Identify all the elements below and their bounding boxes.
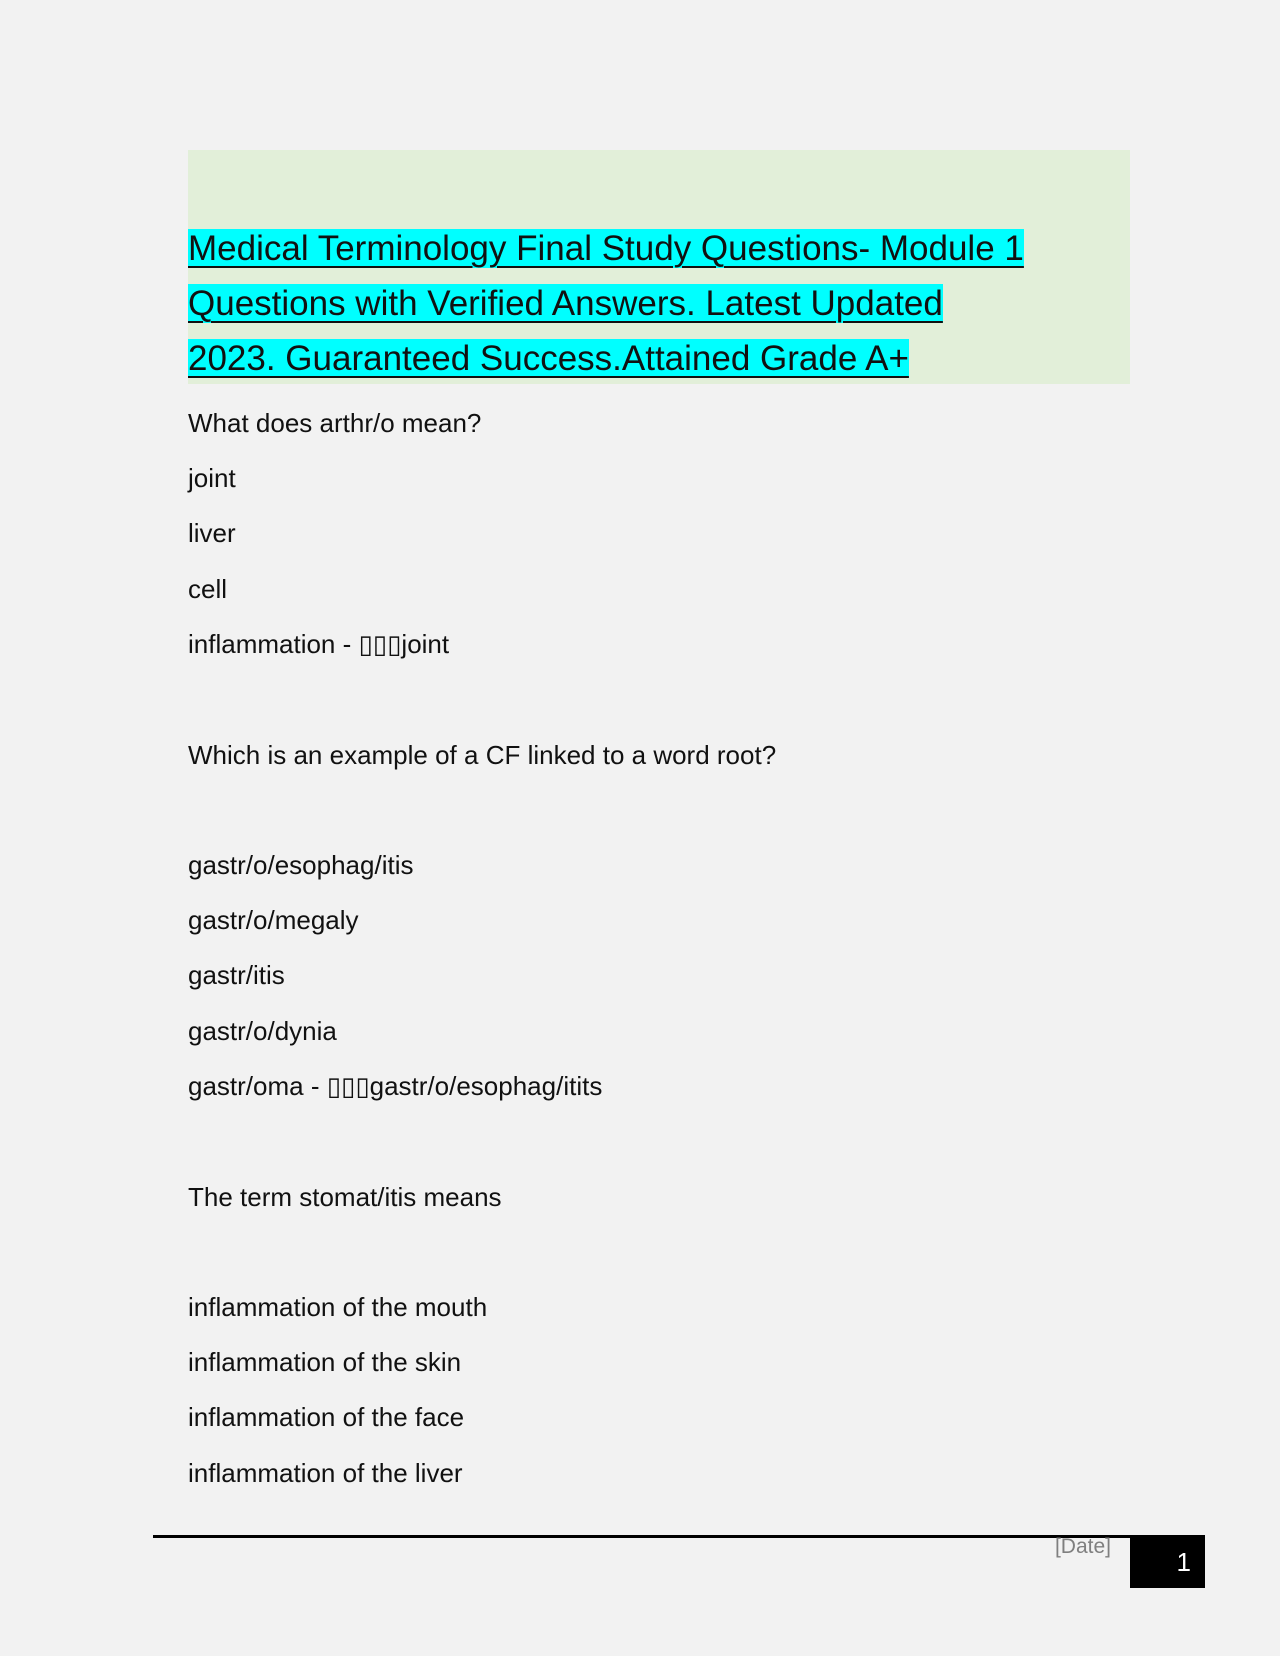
answer-option: inflammation of the skin [188, 1347, 462, 1377]
answer-option: liver [188, 518, 236, 548]
title-line: 2023. Guaranteed Success.Attained Grade A+ [188, 339, 909, 378]
page-number-box [1130, 1537, 1205, 1588]
answer-option: gastr/o/esophag/itis [188, 850, 414, 880]
page-number: 1 [1176, 1547, 1191, 1577]
answer-option-with-key: gastr/oma - ▯▯▯gastr/o/esophag/itits [188, 1071, 603, 1101]
answer-option: inflammation of the mouth [188, 1292, 488, 1322]
footer-date: [Date] [1054, 1535, 1111, 1558]
footer-rule [153, 1535, 1205, 1538]
title-line: Questions with Verified Answers. Latest Updated [188, 284, 943, 323]
answer-option: inflammation of the face [188, 1402, 465, 1432]
answer-option: joint [188, 463, 236, 493]
document-title [188, 221, 1130, 386]
answer-option: cell [188, 574, 228, 604]
answer-option: inflammation of the liver [188, 1458, 463, 1488]
answer-option: gastr/o/megaly [188, 905, 359, 935]
title-line: Medical Terminology Final Study Questions- Module 1 [188, 229, 1024, 268]
question-2: Which is an example of a CF linked to a word root? [188, 740, 777, 770]
answer-option: gastr/o/dynia [188, 1016, 337, 1046]
question-3: The term stomat/itis means [188, 1182, 502, 1212]
answer-option: gastr/itis [188, 960, 285, 990]
question-1: What does arthr/o mean? [188, 408, 482, 438]
answer-option-with-key: inflammation - ▯▯▯joint [188, 629, 450, 659]
